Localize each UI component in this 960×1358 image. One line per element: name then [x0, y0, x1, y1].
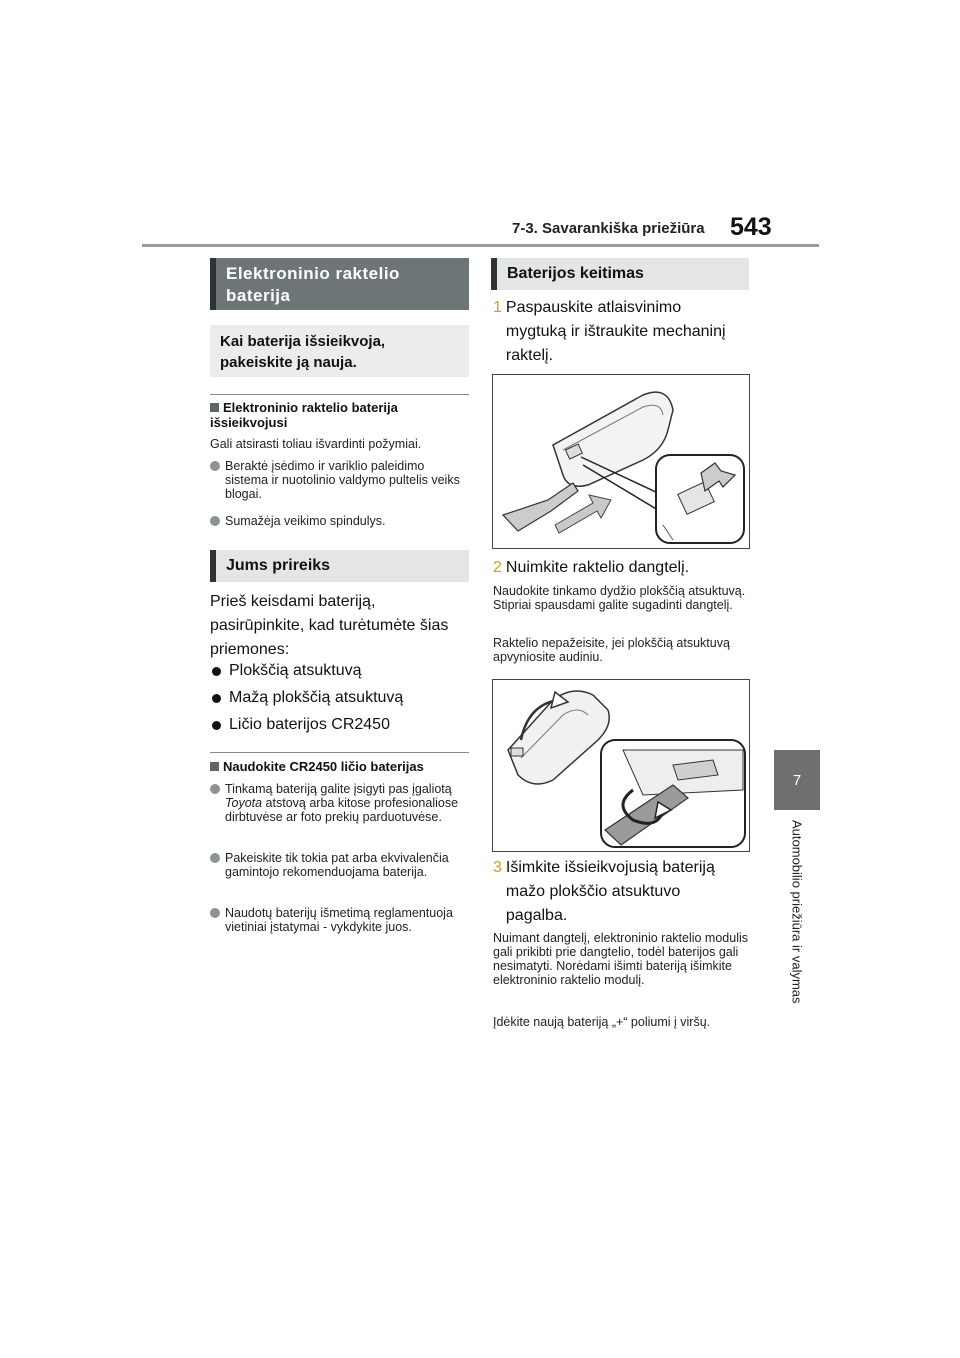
- divider: [210, 752, 469, 753]
- header-divider: [142, 244, 819, 247]
- list-item-text: Mažą plokščią atsuktuvą: [229, 689, 404, 706]
- list-item: [210, 906, 460, 934]
- intro-box: [210, 325, 469, 377]
- list-item-text: Beraktė įsėdimo ir variklio paleidimo sistema ir nuotolinio valdymo pultelis veiks blogai.: [225, 459, 460, 501]
- key-removal-illustration: [493, 375, 749, 548]
- chapter-title-text: Automobilio priežiūra ir valymas: [789, 820, 805, 1004]
- list-item-text: Plokščią atsuktuvą: [229, 662, 362, 679]
- figure-remove-mechanical-key: [492, 374, 750, 549]
- list-item: [210, 459, 469, 501]
- subheading-text: Elektroninio raktelio baterija išsieikvojusi: [210, 400, 398, 430]
- step-number: 2: [493, 559, 502, 576]
- brand-name: Toyota: [225, 796, 263, 810]
- step-1: [493, 296, 743, 368]
- section-banner-tools: [210, 550, 469, 582]
- tools-intro: Prieš keisdami bateriją, pasirūpinkite, kad turėtumėte šias priemones:: [210, 593, 449, 658]
- symptoms-intro: Gali atsirasti toliau išvardinti požymiai.: [210, 437, 422, 451]
- bullet-icon: [210, 516, 220, 526]
- step-text: Išimkite išsieikvojusią bateriją mažo plokščio atsuktuvo pagalba.: [505, 859, 715, 924]
- page-number: 543: [730, 213, 772, 241]
- subheading-text: Naudokite CR2450 ličio baterijas: [223, 759, 424, 774]
- section-title: 7-3. Savarankiška priežiūra: [512, 220, 705, 237]
- list-item: [212, 661, 362, 681]
- step-2: [493, 556, 743, 580]
- banner-text: Jums prireiks: [226, 557, 331, 574]
- step-number: 3: [493, 859, 502, 876]
- list-item-text: Ličio baterijos CR2450: [229, 716, 390, 733]
- subheading-battery-depleted: [210, 400, 465, 430]
- bullet-icon: [210, 853, 220, 863]
- text-part: atstovą arba kitose profesionaliose dirbtuvėse ar foto prekių parduotuvėse.: [225, 796, 459, 824]
- bullet-icon: [210, 908, 220, 918]
- section-banner-battery: [210, 258, 469, 310]
- bullet-icon: [212, 694, 221, 703]
- intro-box-text: Kai baterija išsieikvoja, pakeiskite ją nauja.: [220, 333, 386, 371]
- subheading-use-cr2450: [210, 759, 469, 774]
- section-banner-replacement: [491, 258, 749, 290]
- chapter-tab-number: 7: [774, 750, 820, 810]
- step-3-note: Įdėkite naują bateriją „+“ poliumi į viršų.: [493, 1015, 711, 1029]
- bullet-icon: [212, 721, 221, 730]
- divider: [210, 394, 469, 395]
- cover-removal-illustration: [493, 680, 749, 851]
- step-text: Nuimkite raktelio dangtelį.: [505, 559, 690, 576]
- list-item: [212, 688, 403, 708]
- list-item: [212, 715, 390, 735]
- step-2-note: Naudokite tinkamo dydžio plokščią atsuktuvą. Stipriai spausdami galite sugadinti dangtelį.: [493, 584, 746, 612]
- list-item: [210, 851, 460, 879]
- step-3: [493, 856, 743, 928]
- bullet-icon: [210, 461, 220, 471]
- step-2-note: Raktelio nepažeisite, jei plokščią atsuktuvą apvyniosite audiniu.: [493, 636, 730, 664]
- banner-text: Baterijos keitimas: [507, 265, 644, 282]
- step-text: Paspauskite atlaisvinimo mygtuką ir ištraukite mechaninį raktelį.: [505, 299, 726, 364]
- bullet-icon: [212, 667, 221, 676]
- list-item: [210, 514, 469, 528]
- list-item-text: Naudotų baterijų išmetimą reglamentuoja vietiniai įstatymai - vykdykite juos.: [225, 906, 453, 934]
- bullet-icon: [210, 784, 220, 794]
- step-number: 1: [493, 299, 502, 316]
- banner-text: Elektroninio raktelio baterija: [226, 264, 400, 305]
- square-bullet-icon: [210, 762, 219, 771]
- list-item-text: Sumažėja veikimo spindulys.: [225, 514, 386, 528]
- step-3-note: Nuimant dangtelį, elektroninio raktelio modulis gali prikibti prie dangtelio, todėl baterijos gali nesimatyti. Norėdami išimti bateriją išimkite elektroninio raktelio modulį.: [493, 931, 748, 987]
- chapter-tab-title: [774, 820, 820, 1040]
- list-item-text: Pakeiskite tik tokia pat arba ekvivalenčia gamintojo rekomenduojama baterija.: [225, 851, 449, 879]
- text-part: Tinkamą bateriją galite įsigyti pas įgaliotą: [225, 782, 452, 796]
- square-bullet-icon: [210, 403, 219, 412]
- figure-remove-key-cover: [492, 679, 750, 852]
- list-item-text: [225, 782, 460, 824]
- list-item: [210, 782, 460, 824]
